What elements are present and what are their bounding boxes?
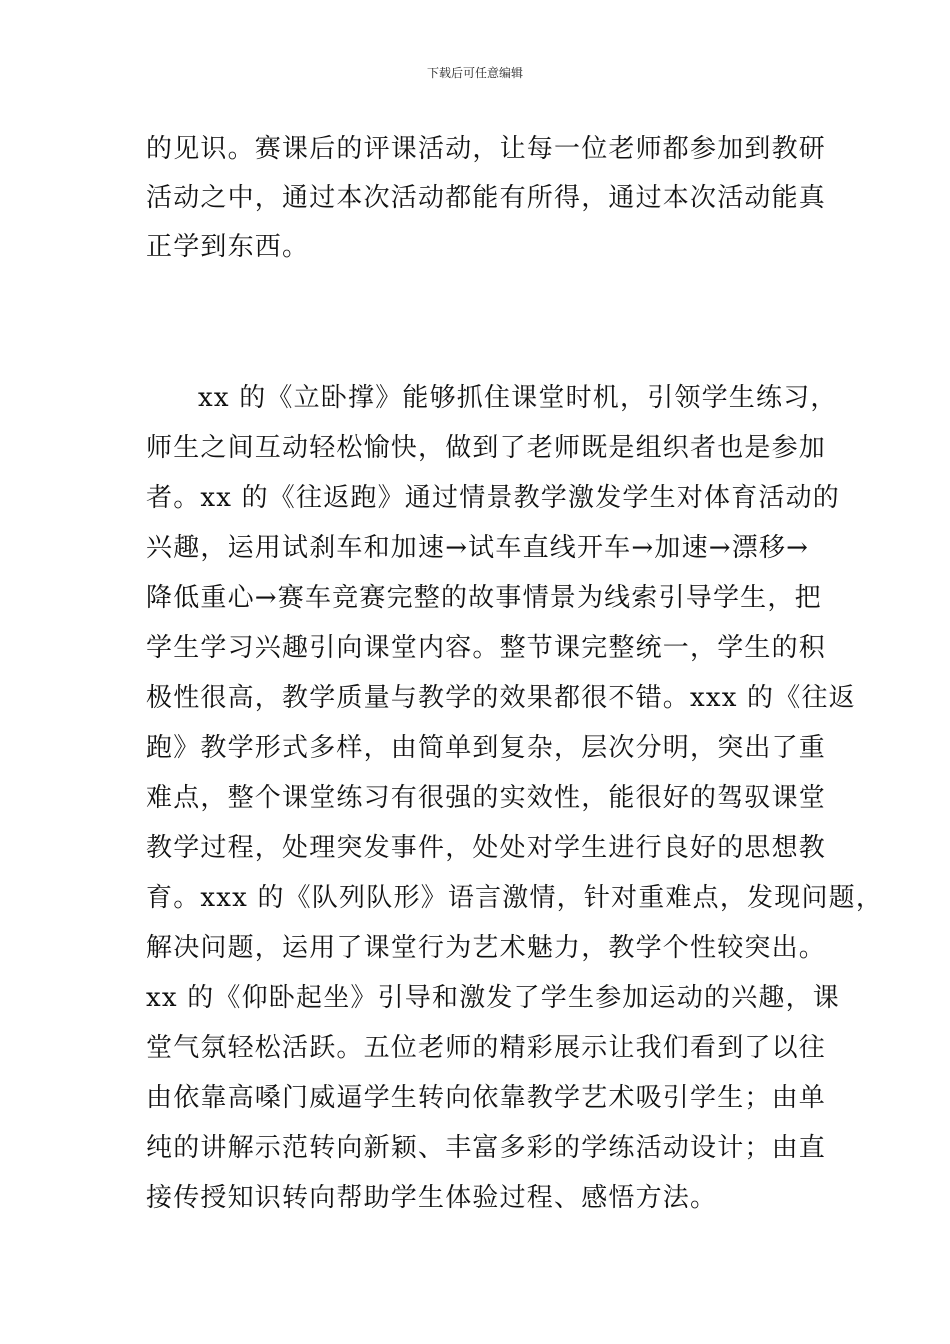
text-line: 难点，整个课堂练习有很强的实效性，能很好的驾驭课堂 [146, 783, 827, 813]
text-line: 由依靠高嗓门威逼学生转向依靠教学艺术吸引学生；由单 [146, 1083, 827, 1113]
text-line: 解决问题，运用了课堂行为艺术魅力，教学个性较突出。 [146, 933, 827, 963]
text-line: 兴趣，运用试刹车和加速→试车直线开车→加速→漂移→ [146, 533, 810, 563]
text-line: 者。xx 的《往返跑》通过情景教学激发学生对体育活动的 [146, 483, 840, 513]
text-line: xx 的《立卧撑》能够抓住课堂时机，引领学生练习， [198, 383, 838, 413]
text-line: 极性很高，教学质量与教学的效果都很不错。xxx 的《往返 [146, 683, 856, 713]
text-line: 正学到东西。 [146, 232, 310, 262]
text-line: 活动之中，通过本次活动都能有所得，通过本次活动能真 [146, 183, 827, 213]
text-line: 育。xxx 的《队列队形》语言激情，针对重难点，发现问题， [146, 883, 884, 913]
text-line: 纯的讲解示范转向新颖、丰富多彩的学练活动设计；由直 [146, 1133, 827, 1163]
text-line: 学生学习兴趣引向课堂内容。整节课完整统一，学生的积 [146, 633, 827, 663]
text-line: xx 的《仰卧起坐》引导和激发了学生参加运动的兴趣，课 [146, 983, 840, 1013]
text-line: 教学过程，处理突发事件，处处对学生进行良好的思想教 [146, 833, 827, 863]
text-line: 师生之间互动轻松愉快，做到了老师既是组织者也是参加 [146, 433, 827, 463]
page-header: 下载后可任意编辑 [426, 66, 523, 80]
text-line: 跑》教学形式多样，由简单到复杂，层次分明，突出了重 [146, 733, 827, 763]
text-line: 的见识。赛课后的评课活动，让每一位老师都参加到教研 [146, 134, 827, 164]
text-line: 接传授知识转向帮助学生体验过程、感悟方法。 [146, 1183, 718, 1213]
text-line: 堂气氛轻松活跃。五位老师的精彩展示让我们看到了以往 [146, 1033, 827, 1063]
text-line: 降低重心→赛车竞赛完整的故事情景为线索引导学生，把 [146, 583, 822, 613]
